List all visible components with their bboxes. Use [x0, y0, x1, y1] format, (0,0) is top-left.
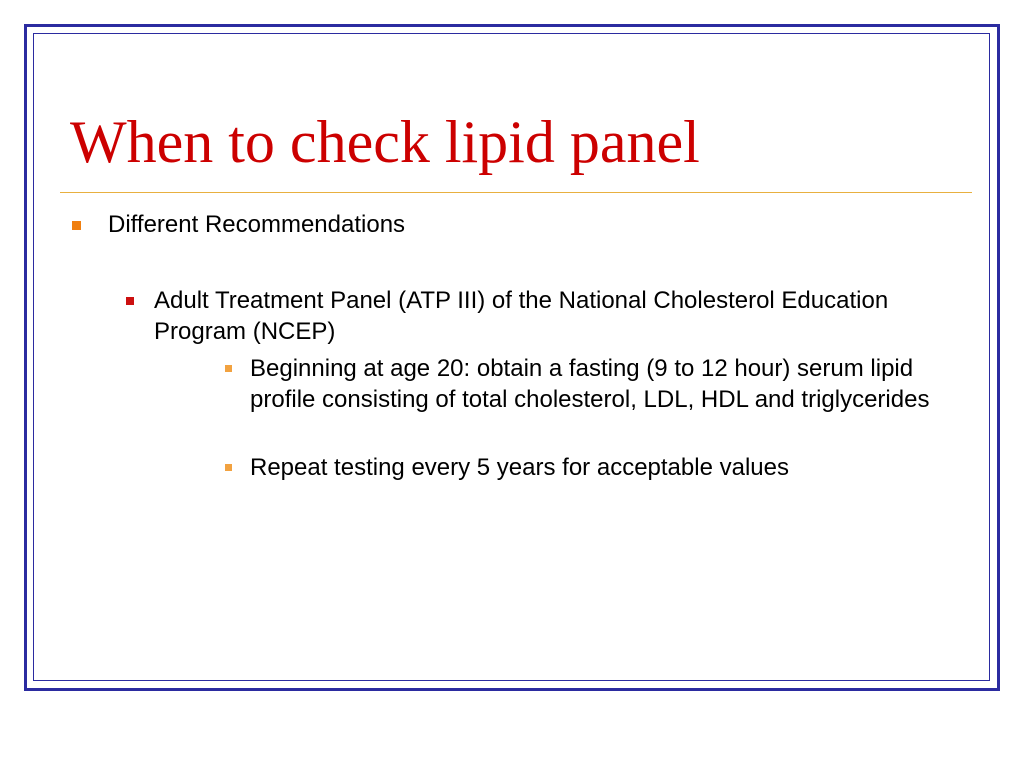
bullet-level3-text: Repeat testing every 5 years for acceptable values [250, 454, 789, 481]
bullet-level3 [250, 452, 950, 483]
bullet-level2-text: Adult Treatment Panel (ATP III) of the National Cholesterol Education Program (NCEP) [154, 287, 889, 345]
square-bullet-icon [225, 464, 232, 471]
bullet-level1 [108, 209, 908, 240]
bullet-level3-text: Beginning at age 20: obtain a fasting (9 to 12 hour) serum lipid profile consisting of total cholesterol, LDL, HDL and triglycerides [250, 355, 930, 413]
square-bullet-icon [126, 297, 134, 305]
square-bullet-icon [72, 221, 81, 230]
square-bullet-icon [225, 365, 232, 372]
title-divider [60, 192, 972, 193]
slide-title: When to check lipid panel [70, 109, 700, 175]
bullet-level2 [154, 285, 934, 347]
bullet-level1-text: Different Recommendations [108, 211, 406, 238]
bullet-level3 [250, 353, 950, 415]
